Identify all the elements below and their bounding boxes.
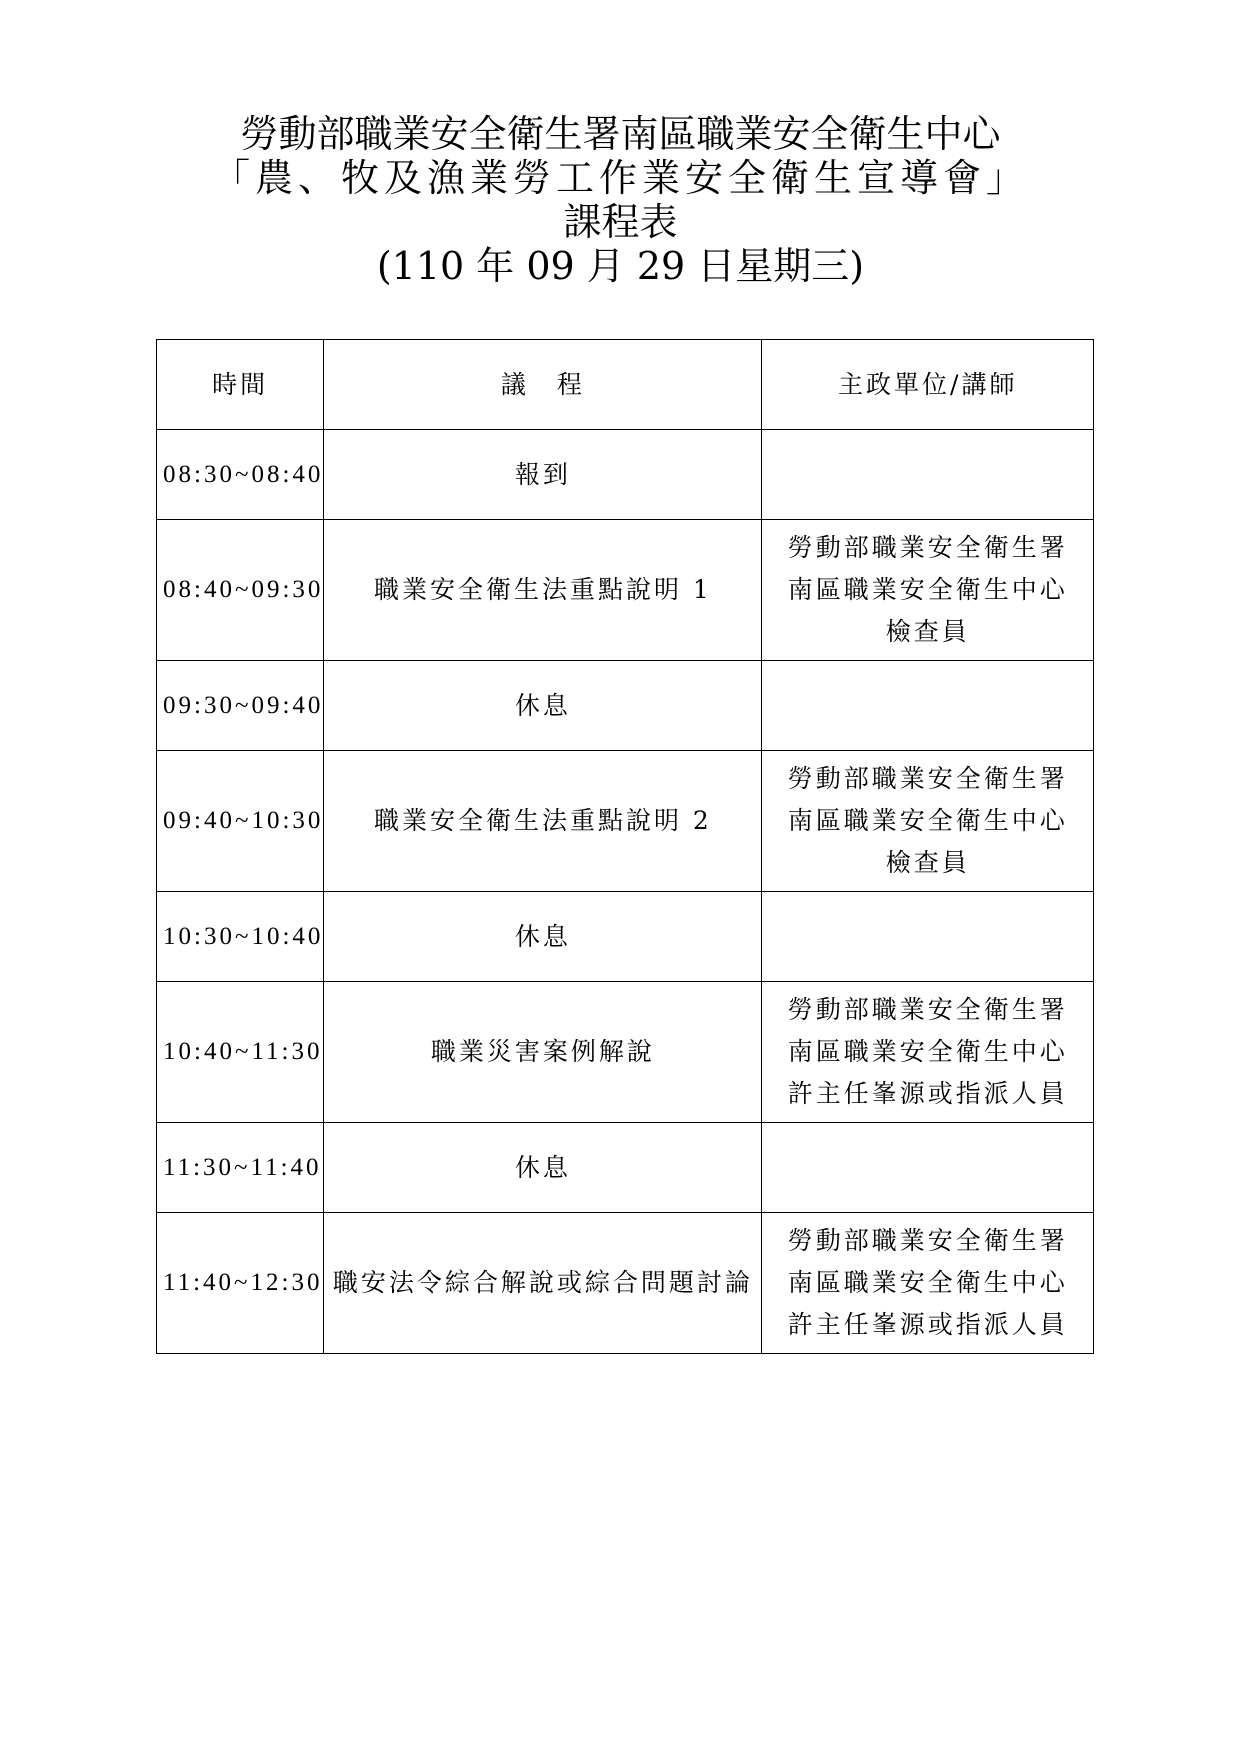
- table-row: [157, 661, 1094, 751]
- agenda-cell: 休息: [324, 1123, 762, 1213]
- host-line: 許主任峯源或指派人員: [787, 1310, 1068, 1339]
- host-cell: [762, 430, 1094, 520]
- header-time: 時間: [157, 340, 324, 430]
- agenda-cell: 職業安全衛生法重點說明 2: [324, 751, 762, 892]
- agenda-cell: 休息: [324, 892, 762, 982]
- time-cell: 09:40~10:30: [157, 751, 324, 892]
- time-cell: 11:30~11:40: [157, 1123, 324, 1213]
- document-title: [0, 112, 1241, 288]
- host-line: 南區職業安全衛生中心: [787, 1268, 1068, 1297]
- agenda-cell: 休息: [324, 661, 762, 751]
- table-header-row: [157, 340, 1094, 430]
- header-host: 主政單位/講師: [762, 340, 1094, 430]
- host-line: 勞動部職業安全衛生署: [787, 995, 1068, 1024]
- schedule-table: [156, 339, 1094, 1354]
- host-line: 檢查員: [885, 848, 970, 877]
- host-cell: [762, 1123, 1094, 1213]
- host-cell: [762, 751, 1094, 892]
- agenda-cell: 職業安全衛生法重點說明 1: [324, 520, 762, 661]
- time-cell: 10:30~10:40: [157, 892, 324, 982]
- title-event-name: 「農、牧及漁業勞工作業安全衛生宣導會」: [211, 156, 1029, 200]
- table-row: [157, 520, 1094, 661]
- table-row: [157, 892, 1094, 982]
- time-cell: 08:40~09:30: [157, 520, 324, 661]
- time-cell: 08:30~08:40: [157, 430, 324, 520]
- title-date: (110 年 09 月 29 日星期三): [376, 244, 865, 288]
- agenda-cell: 職安法令綜合解說或綜合問題討論: [324, 1213, 762, 1354]
- host-cell: [762, 661, 1094, 751]
- host-line: 檢查員: [885, 617, 970, 646]
- host-cell: [762, 1213, 1094, 1354]
- host-line: 許主任峯源或指派人員: [787, 1079, 1068, 1108]
- title-organization: 勞動部職業安全衛生署南區職業安全衛生中心: [240, 112, 1001, 156]
- title-schedule-label: 課程表: [563, 200, 678, 244]
- time-cell: 11:40~12:30: [157, 1213, 324, 1354]
- table-row: [157, 982, 1094, 1123]
- time-cell: 10:40~11:30: [157, 982, 324, 1123]
- header-agenda: 議 程: [324, 340, 762, 430]
- host-cell: [762, 982, 1094, 1123]
- host-cell: [762, 520, 1094, 661]
- time-cell: 09:30~09:40: [157, 661, 324, 751]
- host-line: 南區職業安全衛生中心: [787, 575, 1068, 604]
- host-line: 南區職業安全衛生中心: [787, 1037, 1068, 1066]
- host-line: 勞動部職業安全衛生署: [787, 1226, 1068, 1255]
- table-row: [157, 751, 1094, 892]
- host-cell: [762, 892, 1094, 982]
- host-line: 南區職業安全衛生中心: [787, 806, 1068, 835]
- agenda-cell: 職業災害案例解說: [324, 982, 762, 1123]
- host-line: 勞動部職業安全衛生署: [787, 533, 1068, 562]
- table-row: [157, 1123, 1094, 1213]
- agenda-cell: 報到: [324, 430, 762, 520]
- table-row: [157, 430, 1094, 520]
- host-line: 勞動部職業安全衛生署: [787, 764, 1068, 793]
- table-row: [157, 1213, 1094, 1354]
